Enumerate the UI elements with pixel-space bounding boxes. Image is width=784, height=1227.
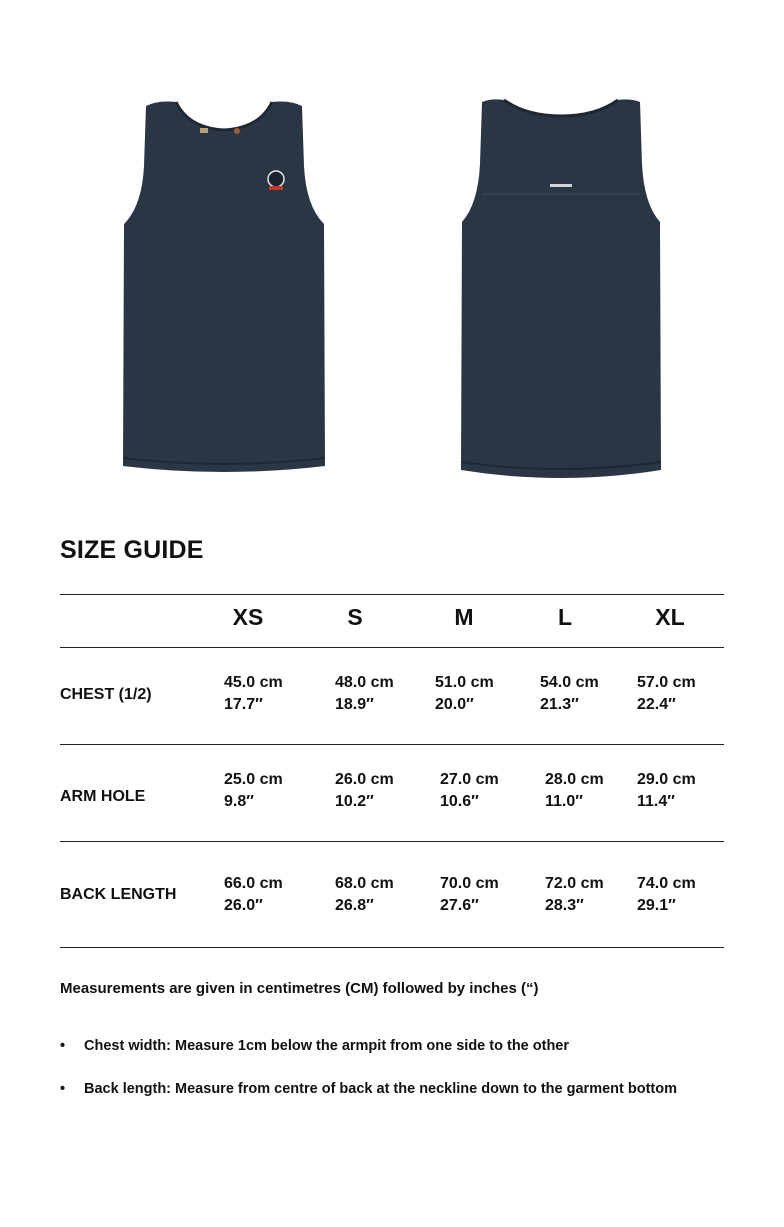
table-cell: 27.0 cm 10.6″ — [440, 771, 499, 810]
table-cell: 51.0 cm 20.0″ — [435, 674, 494, 713]
table-divider — [60, 947, 724, 948]
table-cell: 70.0 cm 27.6″ — [440, 875, 499, 914]
size-header-xs: XS — [232, 604, 264, 630]
size-header-l: L — [557, 604, 573, 630]
measurement-instructions — [60, 1038, 677, 1124]
page-title: SIZE GUIDE — [60, 536, 204, 564]
tank-top-back-icon — [456, 94, 666, 484]
table-divider — [60, 744, 724, 745]
row-label-chest: CHEST (1/2) — [60, 686, 152, 703]
size-header-xl: XL — [655, 604, 685, 630]
bullet-icon: • — [60, 1038, 66, 1054]
table-divider — [60, 647, 724, 648]
list-item: • Back length: Measure from centre of back at the neckline down to the garment bottom — [60, 1081, 677, 1097]
bullet-icon: • — [60, 1081, 66, 1097]
table-cell: 45.0 cm 17.7″ — [224, 674, 283, 713]
table-cell: 25.0 cm 9.8″ — [224, 771, 283, 810]
table-cell: 26.0 cm 10.2″ — [335, 771, 394, 810]
table-divider — [60, 841, 724, 842]
table-cell: 57.0 cm 22.4″ — [637, 674, 696, 713]
size-header-s: S — [347, 604, 363, 630]
table-cell: 66.0 cm 26.0″ — [224, 875, 283, 914]
table-cell: 29.0 cm 11.4″ — [637, 771, 696, 810]
table-cell: 54.0 cm 21.3″ — [540, 674, 599, 713]
table-cell: 72.0 cm 28.3″ — [545, 875, 604, 914]
size-header-m: M — [454, 604, 474, 630]
table-cell: 48.0 cm 18.9″ — [335, 674, 394, 713]
table-cell: 74.0 cm 29.1″ — [637, 875, 696, 914]
product-images — [0, 0, 784, 500]
measurement-note: Measurements are given in centimetres (CM) followed by inches (“) — [60, 980, 539, 997]
list-item: • Chest width: Measure 1cm below the armpit from one side to the other — [60, 1038, 570, 1054]
table-divider — [60, 594, 724, 595]
tank-top-front-icon — [118, 96, 330, 478]
table-cell: 28.0 cm 11.0″ — [545, 771, 604, 810]
row-label-back-length: BACK LENGTH — [60, 886, 177, 903]
row-label-arm-hole: ARM HOLE — [60, 788, 146, 805]
table-cell: 68.0 cm 26.8″ — [335, 875, 394, 914]
